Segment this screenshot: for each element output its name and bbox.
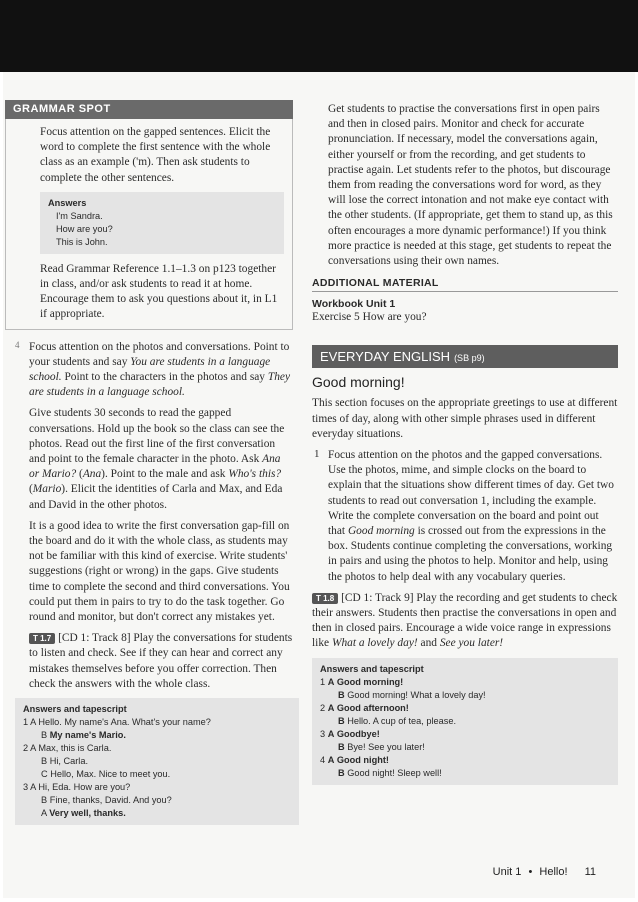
tapescript-line: B Fine, thanks, David. And you? — [41, 795, 172, 806]
answer-line: I'm Sandra. — [56, 210, 103, 221]
section-title: Good morning! — [312, 374, 405, 391]
grammar-answers-box — [40, 192, 284, 254]
exercise-number: 4 — [15, 339, 20, 350]
exercise-1-para-1: Focus attention on the photos and the gapped conversations. Use the photos, mime, and simple clocks on the board to explain that the situations show different times of day. Get two students to read out conversation 1, including the example. Write the complete conversation on the board and point out that Good morning is crossed out from the expressions in the box. Students continue completing the conversations, working in pairs and using the photos to help. Monitor and help, using the photos to help deal with any vocabulary queries. — [328, 449, 614, 583]
grammar-spot-title: GRAMMAR SPOT — [5, 100, 293, 119]
footer-unit: Unit 1 — [492, 866, 522, 878]
left-column — [5, 100, 293, 833]
exercise-4 — [5, 340, 293, 692]
everyday-english-band — [312, 345, 618, 368]
tapescript-line: 3 A Goodbye! — [320, 728, 380, 739]
page-number: 11 — [584, 866, 596, 878]
tapescript-line: 1 A Hello. My name's Ana. What's your name? — [23, 717, 211, 728]
tapescript-line: B My name's Mario. — [41, 730, 126, 741]
section-intro: This section focuses on the appropriate greetings to use at different times of day, along with other simple phrases used in different everyday situations. — [312, 397, 618, 440]
tapescript-line: 3 A Hi, Eda. How are you? — [23, 782, 131, 793]
track-badge: T 1.7 — [29, 633, 55, 644]
grammar-spot-box — [5, 119, 293, 330]
tapescript-line: B Hi, Carla. — [41, 756, 88, 767]
grammar-spot-text: Focus attention on the gapped sentences. Elicit the word to complete the first sentence with the whole class as an example ('m). Then ask students to complete the other sentences. — [40, 126, 271, 184]
tapescript-line: C Hello, Max. Nice to meet you. — [41, 769, 171, 780]
tapescript-line: 2 A Max, this is Carla. — [23, 743, 112, 754]
tapescript-label: Answers and tapescript — [320, 663, 424, 674]
everyday-english-title: EVERYDAY ENGLISH — [320, 349, 451, 365]
tapescript-line: 4 A Good night! — [320, 754, 389, 765]
exercise-number: 1 — [314, 448, 320, 461]
grammar-reference-text: Read Grammar Reference 1.1–1.3 on p123 together in class, and/or ask students to read it at home. Encourage them to ask you questions about it, in L1 if appropriate. — [40, 262, 278, 321]
sb-reference: (SB p9) — [454, 353, 485, 364]
tapescript-label: Answers and tapescript — [23, 704, 127, 715]
exercise-4-para-3: It is a good idea to write the first conversation gap-fill on the board and do it with the whole class, as students may not be familiar with this kind of exercise. Write students' suggestions (right or wrong) in the gaps. Give students time to complete the second and third conversations. You could put them in pairs to try to do the task together. Go round and monitor, but don't correct any mistakes yet. — [29, 519, 290, 624]
tapescript-line: 2 A Good afternoon! — [320, 702, 409, 713]
exercise-4-para-1: Focus attention on the photos and conversations. Point to your students and say You are students in a language school. Point to the characters in the photos and say They are students in a language school. — [29, 340, 291, 399]
scan-top-band — [0, 0, 638, 72]
tapescript-box-right — [312, 658, 618, 785]
exercise-1 — [312, 448, 618, 585]
workbook-unit: Workbook Unit 1 — [312, 298, 396, 311]
exercise-1-para-2: T 1.8 [CD 1: Track 9] Play the recording and get students to check their answers. Students then practise the conversations in open and then in closed pairs. Encourage a wide voice range in expressions like What a lovely day! and See you later! — [312, 591, 618, 650]
footer-bullet: • — [528, 866, 533, 878]
additional-material-heading: ADDITIONAL MATERIAL — [312, 277, 618, 292]
tapescript-line: A Very well, thanks. — [41, 808, 126, 819]
tapescript-line: B Bye! See you later! — [338, 741, 425, 752]
practice-paragraph: Get students to practise the conversations first in open pairs and then in closed pairs. Monitor and check for accurate pronunciation. If necessary, model the conversations again, either yourself or from the recording, and get students to practise again. Let students refer to the photos, but discourage them from reading the conversations word for word, as they will lose the correct intonation and not make eye contact with the other students. (If appropriate, get them to stand up, as this often encourages a more dynamic performance!) If you think more practice is needed at this stage, get students to repeat the conversations using their own names. — [328, 103, 613, 268]
tapescript-line: B Good night! Sleep well! — [338, 767, 442, 778]
answer-line: How are you? — [56, 223, 113, 234]
footer-title: Hello! — [539, 866, 568, 878]
tapescript-line: 1 A Good morning! — [320, 676, 404, 687]
tapescript-box-left — [15, 698, 299, 825]
exercise-4-para-2: Give students 30 seconds to read the gapped conversations. Hold up the book so the class can see the photos. Read out the first line of the first conversation and point to the female character in the photo. Ask Ana or Mario? (Ana). Point to the male and ask Who's this? (Mario). Elicit the identities of Carla and Max, and Eda and David in the other photos. — [29, 407, 285, 511]
tapescript-line: B Hello. A cup of tea, please. — [338, 715, 456, 726]
right-column — [312, 102, 618, 793]
answers-label: Answers — [48, 197, 87, 208]
tapescript-line: B Good morning! What a lovely day! — [338, 689, 486, 700]
track-badge: T 1.8 — [312, 593, 338, 604]
page-footer — [493, 866, 596, 878]
workbook-exercise: Exercise 5 How are you? — [312, 311, 427, 324]
answer-line: This is John. — [56, 236, 108, 247]
exercise-4-para-4: T 1.7 [CD 1: Track 8] Play the conversations for students to listen and check. See if they can hear and correct any mistakes themselves before you offer correction. Then check the answers with the whole class. — [29, 632, 293, 690]
